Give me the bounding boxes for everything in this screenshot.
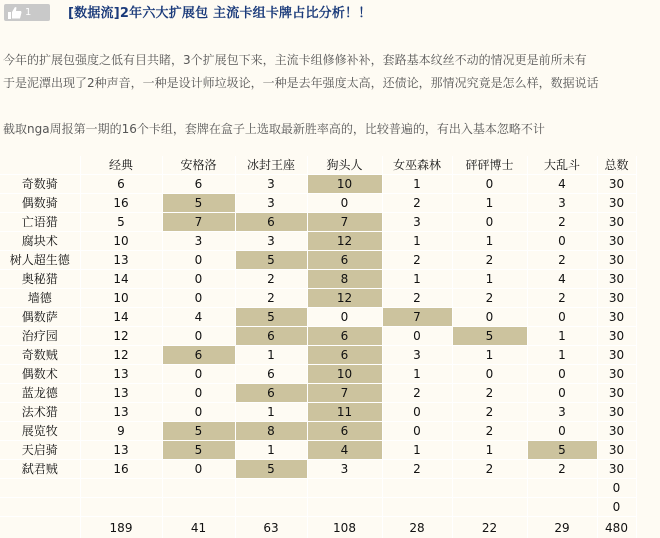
column-total-cell: 189 (80, 517, 162, 538)
deck-name-cell: 奥秘猎 (0, 270, 80, 289)
empty-cell (80, 498, 162, 517)
value-cell: 16 (80, 460, 162, 479)
table-row (0, 175, 636, 194)
value-cell: 0 (527, 422, 597, 441)
value-cell: 6 (162, 346, 235, 365)
table-header-row (0, 156, 636, 175)
value-cell: 13 (80, 251, 162, 270)
deck-name-cell: 奇数骑 (0, 175, 80, 194)
value-cell: 7 (307, 213, 382, 232)
value-cell: 1 (382, 270, 452, 289)
value-cell: 5 (162, 194, 235, 213)
value-cell: 0 (527, 384, 597, 403)
table-row (0, 251, 636, 270)
value-cell: 12 (80, 327, 162, 346)
empty-cell (382, 479, 452, 498)
value-cell: 6 (80, 175, 162, 194)
column-total-cell: 108 (307, 517, 382, 538)
value-cell: 3 (162, 232, 235, 251)
value-cell: 3 (527, 403, 597, 422)
like-count: 1 (25, 7, 32, 18)
table-header-cell: 大乱斗 (527, 156, 597, 175)
value-cell: 3 (382, 346, 452, 365)
value-cell: 30 (597, 308, 636, 327)
post-header (0, 0, 660, 28)
value-cell: 0 (162, 327, 235, 346)
empty-cell (452, 498, 527, 517)
deck-name-cell: 偶数萨 (0, 308, 80, 327)
table-row (0, 289, 636, 308)
intro-text (3, 49, 657, 95)
value-cell: 1 (235, 403, 307, 422)
table-row (0, 194, 636, 213)
value-cell: 13 (80, 441, 162, 460)
value-cell: 30 (597, 270, 636, 289)
value-cell: 0 (162, 460, 235, 479)
table-row (0, 346, 636, 365)
value-cell: 8 (235, 422, 307, 441)
value-cell: 2 (527, 251, 597, 270)
value-cell: 1 (382, 365, 452, 384)
value-cell: 1 (452, 270, 527, 289)
value-cell: 0 (162, 251, 235, 270)
total-cell: 0 (597, 498, 636, 517)
deck-name-cell: 蓝龙德 (0, 384, 80, 403)
value-cell: 3 (235, 194, 307, 213)
value-cell: 2 (382, 384, 452, 403)
column-total-cell: 29 (527, 517, 597, 538)
intro-line: 今年的扩展包强度之低有目共睹，3个扩展包下来，主流卡组修修补补，套路基本纹丝不动的情况更是前所未有 (3, 53, 587, 67)
value-cell: 1 (452, 346, 527, 365)
value-cell: 5 (80, 213, 162, 232)
deck-name-cell: 偶数术 (0, 365, 80, 384)
value-cell: 10 (80, 289, 162, 308)
value-cell: 3 (307, 460, 382, 479)
value-cell: 3 (235, 175, 307, 194)
value-cell: 5 (235, 308, 307, 327)
empty-cell (0, 498, 80, 517)
value-cell: 2 (235, 270, 307, 289)
table-header-cell: 总数 (597, 156, 636, 175)
value-cell: 1 (452, 232, 527, 251)
value-cell: 4 (162, 308, 235, 327)
value-cell: 3 (235, 232, 307, 251)
table-row (0, 270, 636, 289)
value-cell: 4 (527, 270, 597, 289)
value-cell: 2 (235, 289, 307, 308)
value-cell: 1 (452, 441, 527, 460)
deck-name-cell: 奇数贼 (0, 346, 80, 365)
table-row (0, 498, 636, 517)
table-row (0, 232, 636, 251)
card-share-table (0, 156, 637, 538)
value-cell: 30 (597, 232, 636, 251)
value-cell: 0 (162, 270, 235, 289)
value-cell: 6 (162, 175, 235, 194)
value-cell: 2 (382, 460, 452, 479)
value-cell: 30 (597, 194, 636, 213)
value-cell: 11 (307, 403, 382, 422)
empty-cell (0, 479, 80, 498)
value-cell: 13 (80, 403, 162, 422)
table-row (0, 365, 636, 384)
column-total-cell: 28 (382, 517, 452, 538)
value-cell: 12 (80, 346, 162, 365)
value-cell: 5 (162, 441, 235, 460)
value-cell: 30 (597, 289, 636, 308)
value-cell: 2 (527, 289, 597, 308)
value-cell: 5 (452, 327, 527, 346)
value-cell: 1 (382, 441, 452, 460)
value-cell: 0 (162, 365, 235, 384)
value-cell: 7 (382, 308, 452, 327)
table-header-cell: 狗头人 (307, 156, 382, 175)
empty-cell (382, 498, 452, 517)
value-cell: 30 (597, 422, 636, 441)
like-button[interactable] (4, 4, 50, 21)
value-cell: 14 (80, 270, 162, 289)
value-cell: 30 (597, 384, 636, 403)
column-total-cell: 480 (597, 517, 636, 538)
value-cell: 7 (307, 384, 382, 403)
table-row (0, 441, 636, 460)
value-cell: 0 (527, 308, 597, 327)
empty-cell (235, 479, 307, 498)
value-cell: 0 (382, 403, 452, 422)
value-cell: 1 (527, 346, 597, 365)
empty-cell (527, 498, 597, 517)
value-cell: 5 (527, 441, 597, 460)
empty-cell (527, 479, 597, 498)
deck-name-cell: 墙德 (0, 289, 80, 308)
value-cell: 1 (235, 441, 307, 460)
value-cell: 0 (527, 365, 597, 384)
intro-line: 于是泥潭出现了2种声音，一种是设计师垃圾论，一种是去年强度太高，还债论，那情况究竟是怎么样，数据说话 (3, 76, 599, 90)
value-cell: 12 (307, 289, 382, 308)
value-cell: 6 (307, 327, 382, 346)
value-cell: 0 (527, 232, 597, 251)
value-cell: 14 (80, 308, 162, 327)
value-cell: 5 (235, 460, 307, 479)
empty-cell (307, 479, 382, 498)
table-header-cell: 女巫森林 (382, 156, 452, 175)
value-cell: 8 (307, 270, 382, 289)
table-body (0, 175, 636, 538)
value-cell: 30 (597, 441, 636, 460)
empty-cell (162, 479, 235, 498)
value-cell: 30 (597, 346, 636, 365)
table-row (0, 308, 636, 327)
deck-name-cell: 法术猎 (0, 403, 80, 422)
value-cell: 0 (452, 213, 527, 232)
value-cell: 6 (235, 384, 307, 403)
deck-name-cell: 偶数骑 (0, 194, 80, 213)
value-cell: 5 (235, 251, 307, 270)
table-header-cell: 安格洛 (162, 156, 235, 175)
deck-name-cell: 弑君贼 (0, 460, 80, 479)
deck-name-cell: 天启骑 (0, 441, 80, 460)
value-cell: 3 (527, 194, 597, 213)
value-cell: 0 (162, 289, 235, 308)
empty-cell (80, 479, 162, 498)
table-header-cell (0, 156, 80, 175)
value-cell: 0 (382, 327, 452, 346)
deck-name-cell: 腐块术 (0, 232, 80, 251)
value-cell: 30 (597, 175, 636, 194)
empty-cell (0, 517, 80, 538)
value-cell: 3 (382, 213, 452, 232)
value-cell: 6 (307, 251, 382, 270)
post-title[interactable]: [数据流]2年六大扩展包 主流卡组卡牌占比分析！！ (68, 6, 372, 21)
value-cell: 0 (162, 403, 235, 422)
value-cell: 13 (80, 365, 162, 384)
value-cell: 2 (382, 251, 452, 270)
value-cell: 6 (235, 213, 307, 232)
deck-name-cell: 树人超生德 (0, 251, 80, 270)
value-cell: 30 (597, 251, 636, 270)
table-row (0, 479, 636, 498)
column-total-cell: 63 (235, 517, 307, 538)
value-cell: 12 (307, 232, 382, 251)
table-header-cell: 经典 (80, 156, 162, 175)
value-cell: 10 (80, 232, 162, 251)
value-cell: 0 (452, 308, 527, 327)
value-cell: 30 (597, 327, 636, 346)
value-cell: 9 (80, 422, 162, 441)
methodology-note: 截取nga周报第一期的16个卡组，套牌在盒子上选取最新胜率高的，比较普遍的，有出入基本忽略不计 (3, 122, 545, 136)
column-total-cell: 41 (162, 517, 235, 538)
value-cell: 2 (452, 422, 527, 441)
empty-cell (162, 498, 235, 517)
table-row (0, 327, 636, 346)
value-cell: 1 (382, 175, 452, 194)
table-header-cell: 冰封王座 (235, 156, 307, 175)
table-row (0, 460, 636, 479)
deck-name-cell: 治疗园 (0, 327, 80, 346)
value-cell: 4 (307, 441, 382, 460)
table-row (0, 422, 636, 441)
value-cell: 10 (307, 175, 382, 194)
value-cell: 2 (452, 403, 527, 422)
total-cell: 0 (597, 479, 636, 498)
thumbs-up-icon (8, 7, 22, 19)
value-cell: 2 (452, 460, 527, 479)
value-cell: 1 (527, 327, 597, 346)
value-cell: 30 (597, 213, 636, 232)
value-cell: 30 (597, 403, 636, 422)
empty-cell (235, 498, 307, 517)
value-cell: 1 (235, 346, 307, 365)
totals-row (0, 517, 636, 538)
column-total-cell: 22 (452, 517, 527, 538)
value-cell: 0 (162, 384, 235, 403)
value-cell: 0 (307, 308, 382, 327)
value-cell: 1 (382, 232, 452, 251)
value-cell: 2 (452, 251, 527, 270)
value-cell: 0 (452, 175, 527, 194)
value-cell: 1 (452, 194, 527, 213)
value-cell: 2 (527, 213, 597, 232)
value-cell: 30 (597, 460, 636, 479)
value-cell: 5 (162, 422, 235, 441)
value-cell: 2 (527, 460, 597, 479)
value-cell: 0 (452, 365, 527, 384)
table-header-cell: 砰砰博士 (452, 156, 527, 175)
value-cell: 2 (452, 289, 527, 308)
value-cell: 7 (162, 213, 235, 232)
value-cell: 6 (235, 327, 307, 346)
deck-name-cell: 展览牧 (0, 422, 80, 441)
value-cell: 13 (80, 384, 162, 403)
deck-name-cell: 亡语猎 (0, 213, 80, 232)
value-cell: 10 (307, 365, 382, 384)
table-row (0, 403, 636, 422)
empty-cell (452, 479, 527, 498)
table-row (0, 384, 636, 403)
value-cell: 2 (452, 384, 527, 403)
value-cell: 2 (382, 289, 452, 308)
value-cell: 6 (307, 346, 382, 365)
value-cell: 16 (80, 194, 162, 213)
value-cell: 6 (307, 422, 382, 441)
value-cell: 2 (382, 194, 452, 213)
value-cell: 0 (307, 194, 382, 213)
empty-cell (307, 498, 382, 517)
value-cell: 30 (597, 365, 636, 384)
value-cell: 4 (527, 175, 597, 194)
table-row (0, 213, 636, 232)
value-cell: 6 (235, 365, 307, 384)
value-cell: 0 (382, 422, 452, 441)
